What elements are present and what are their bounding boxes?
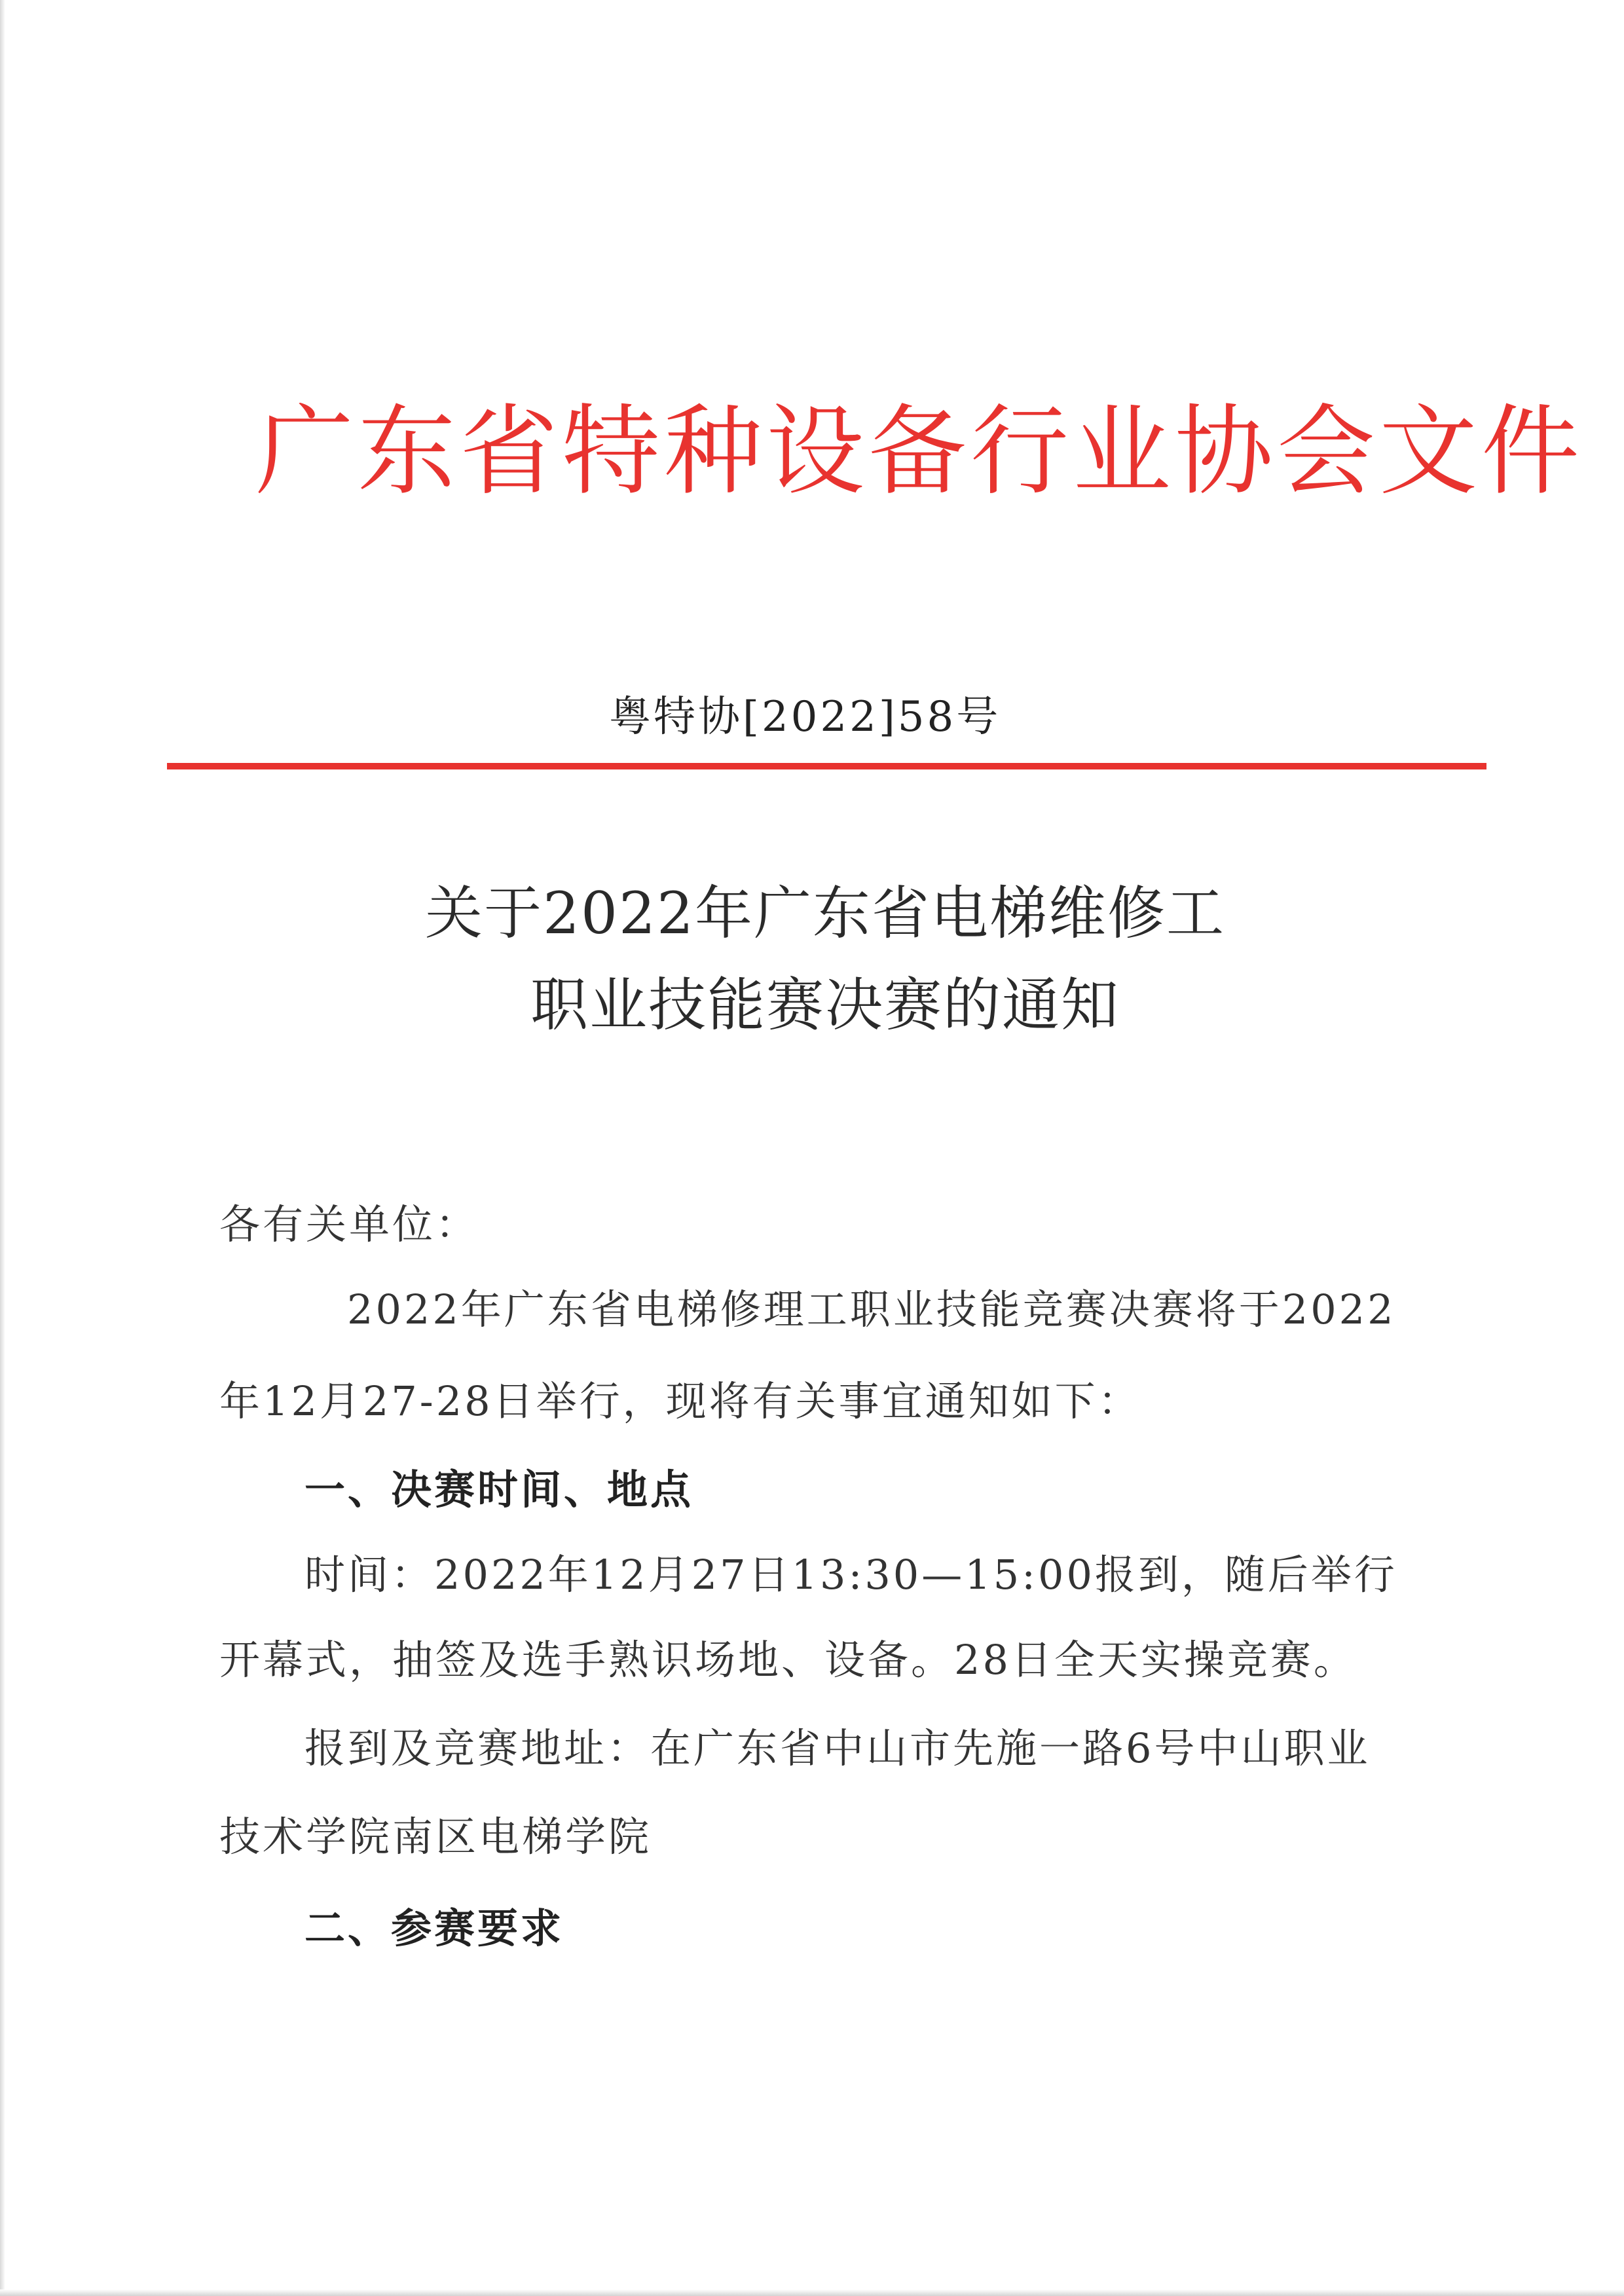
time-line-1: 时间：2022年12月27日13:30—15:00报到，随后举行 xyxy=(304,1551,1397,1599)
notice-title-line-2: 职业技能赛决赛的通知 xyxy=(530,971,1120,1039)
document-number: 粤特协[2022]58号 xyxy=(609,693,1001,741)
issuer-header-title: 广东省特种设备行业协会文件 xyxy=(255,395,1584,509)
section-2-heading: 二、参赛要求 xyxy=(304,1904,564,1952)
address-line-2: 技术学院南区电梯学院 xyxy=(219,1813,652,1861)
section-1-heading: 一、决赛时间、地点 xyxy=(304,1466,694,1513)
red-divider-line xyxy=(167,763,1486,769)
salutation: 各有关单位： xyxy=(219,1200,479,1248)
address-line-1: 报到及竞赛地址：在广东省中山市先施一路6号中山职业 xyxy=(304,1724,1371,1772)
intro-line-1: 2022年广东省电梯修理工职业技能竞赛决赛将于2022 xyxy=(347,1286,1396,1333)
time-line-2: 开幕式，抽签及选手熟识场地、设备。28日全天实操竞赛。 xyxy=(219,1636,1357,1684)
notice-title-line-1: 关于2022年广东省电梯维修工 xyxy=(425,880,1225,947)
scan-edge-left xyxy=(0,0,5,2296)
intro-line-2: 年12月27-28日举行，现将有关事宜通知如下： xyxy=(219,1377,1141,1425)
scan-edge-bottom xyxy=(0,2289,1624,2296)
